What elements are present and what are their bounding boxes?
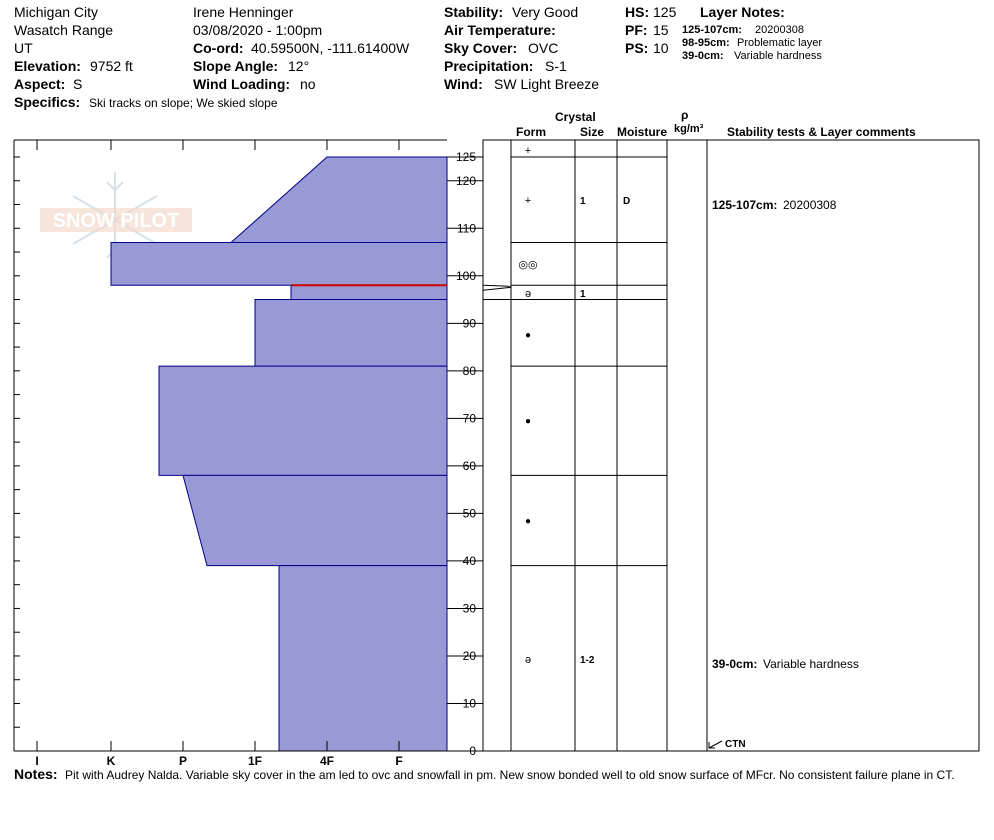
- y-tick-label: 50: [462, 506, 476, 521]
- y-tick-label: 80: [462, 363, 476, 378]
- crystal-header: Crystal: [555, 110, 596, 124]
- y-tick-label: 125: [455, 150, 476, 164]
- wind-value: SW Light Breeze: [494, 76, 600, 92]
- ctn-label: CTN: [725, 739, 746, 750]
- crystal-form: +: [524, 145, 532, 157]
- sky-label: Sky Cover:: [444, 40, 518, 56]
- layer-note-range: 39-0cm:: [682, 50, 724, 62]
- wind-loading-value: no: [300, 76, 316, 92]
- hardness-label: K: [106, 754, 116, 768]
- slope-value: 12°: [288, 58, 310, 74]
- hardness-layer: [255, 300, 447, 367]
- hardness-layer: [111, 243, 447, 286]
- precip-label: Precipitation:: [444, 58, 534, 74]
- hs-label: HS:: [625, 4, 650, 20]
- air-temp-label: Air Temperature:: [444, 22, 556, 38]
- sky-value: OVC: [528, 40, 559, 56]
- wind-loading-label: Wind Loading:: [193, 76, 291, 92]
- hardness-label: 1F: [247, 754, 263, 768]
- crystal-form: ə: [524, 654, 532, 666]
- hardness-layer: [291, 285, 447, 299]
- y-tick-label: 100: [455, 268, 476, 283]
- specifics-label: Specifics:: [14, 94, 81, 110]
- hardness-layer: [183, 475, 447, 565]
- pf-label: PF:: [625, 22, 648, 38]
- hardness-layer: [279, 566, 447, 751]
- density-unit: kg/m³: [674, 123, 704, 135]
- y-tick-label: 20: [462, 648, 476, 663]
- hardness-label: F: [395, 754, 403, 768]
- notes-label: Notes:: [14, 766, 58, 782]
- hardness-label: I: [35, 754, 39, 768]
- hs-value: 125: [653, 4, 677, 20]
- hardness-label: 4F: [319, 754, 335, 768]
- elevation-value: 9752 ft: [90, 58, 133, 74]
- comment-range: 125-107cm:: [712, 198, 778, 212]
- layer-connector: [483, 285, 511, 286]
- layer-note-range: 98-95cm:: [682, 37, 730, 49]
- hardness-layer: [231, 157, 447, 243]
- layer-notes-title: Layer Notes:: [700, 4, 785, 20]
- crystal-size: 1-2: [580, 655, 595, 666]
- comments-header: Stability tests & Layer comments: [727, 125, 916, 139]
- location: Michigan City: [14, 4, 99, 20]
- ps-label: PS:: [625, 40, 649, 56]
- precip-value: S-1: [545, 58, 567, 74]
- crystal-form: +: [524, 195, 532, 207]
- notes-text: Pit with Audrey Nalda. Variable sky cover in the am led to ovc and snowfall in pm. New snow bonded well to old snow surface of MFcr. No consistent failure plane in CT.: [65, 768, 955, 782]
- hardness-layer: [159, 366, 447, 475]
- y-tick-label: 120: [455, 173, 476, 188]
- slope-label: Slope Angle:: [193, 58, 279, 74]
- logo-text: SNOW PILOT: [52, 210, 180, 232]
- stability-label: Stability:: [444, 4, 504, 20]
- hardness-profile: [111, 157, 447, 751]
- rho-header: ρ: [681, 108, 689, 122]
- hardness-label: P: [178, 754, 188, 768]
- layer-connector: [483, 287, 511, 290]
- coord-value: 40.59500N, -111.61400W: [251, 40, 410, 56]
- crystal-size: 1: [580, 196, 586, 207]
- layer-note-range: 125-107cm:: [682, 24, 742, 36]
- pf-value: 15: [653, 22, 669, 38]
- form-header: Form: [516, 125, 546, 139]
- crystal-form: ●: [524, 416, 532, 427]
- y-tick-label: 70: [462, 411, 476, 426]
- stability-value: Very Good: [512, 4, 579, 20]
- comment-range: 39-0cm:: [712, 657, 758, 671]
- layer-note-text: Variable hardness: [734, 50, 822, 62]
- aspect-label: Aspect:: [14, 76, 66, 92]
- y-tick-label: 0: [469, 744, 476, 758]
- range: Wasatch Range: [14, 22, 114, 38]
- crystal-form: ə: [524, 288, 532, 300]
- moisture-header: Moisture: [617, 125, 668, 139]
- layer-note-text: 20200308: [755, 24, 804, 36]
- comment-text: Variable hardness: [763, 657, 859, 671]
- crystal-form: ●: [524, 516, 532, 527]
- ps-value: 10: [653, 40, 669, 56]
- y-tick-label: 30: [462, 601, 476, 616]
- coord-label: Co-ord:: [193, 40, 244, 56]
- datetime: 03/08/2020 - 1:00pm: [193, 22, 323, 38]
- y-tick-label: 110: [456, 221, 476, 236]
- y-tick-label: 90: [462, 316, 476, 331]
- y-tick-label: 60: [462, 458, 476, 473]
- wind-label: Wind:: [444, 76, 483, 92]
- crystal-size: 1: [580, 289, 586, 300]
- moisture: D: [623, 196, 631, 207]
- crystal-form: ◎◎: [518, 259, 538, 271]
- state: UT: [14, 40, 33, 56]
- observer: Irene Henninger: [193, 4, 294, 20]
- y-tick-label: 40: [462, 553, 476, 568]
- ctn-pointer: [709, 741, 722, 748]
- elevation-label: Elevation:: [14, 58, 81, 74]
- y-tick-label: 10: [462, 696, 476, 711]
- crystal-form: ●: [524, 330, 532, 341]
- specifics-value: Ski tracks on slope; We skied slope: [89, 96, 278, 110]
- size-header: Size: [580, 125, 605, 139]
- aspect-value: S: [73, 76, 83, 92]
- layer-note-text: Problematic layer: [737, 37, 822, 49]
- comment-text: 20200308: [783, 198, 837, 212]
